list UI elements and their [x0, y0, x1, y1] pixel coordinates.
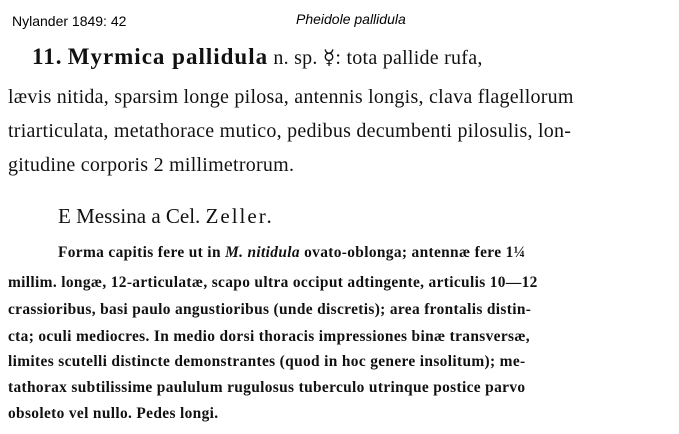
detail-line-1-b: ovato-oblonga; antennæ fere 1¼: [304, 244, 526, 261]
description-line-2: lævis nitida, sparsim longe pilosa, antennis longis, clava flagellorum: [8, 86, 574, 108]
description-line-4: gitudine corporis 2 millimetrorum.: [8, 154, 295, 176]
locality-prefix: E Messina a Cel.: [58, 204, 201, 228]
locality-line: [58, 204, 274, 229]
description-line-3: triarticulata, metathorace mutico, pedibus decumbenti pilosulis, lon-: [8, 120, 572, 142]
detail-line-5: limites scutelli distincte demonstrantes (quod in hoc genere insolitum); me-: [8, 353, 526, 370]
scanned-page: [0, 34, 679, 434]
collector-name: Zeller.: [205, 204, 274, 228]
detail-line-1: [58, 244, 526, 262]
species-name: Myrmica pallidula: [67, 44, 269, 69]
detail-line-7: obsoleto vel nullo. Pedes longi.: [8, 405, 219, 422]
description-line-1: [32, 44, 483, 70]
reference-species: M. nitidula: [225, 244, 300, 261]
detail-line-2: millim. longæ, 12-articulatæ, scapo ultra occiput adtingente, articulis 10—12: [8, 274, 538, 291]
description-line-1-rest: n. sp. ☿: tota pallide rufa,: [273, 47, 483, 69]
species-number: 11.: [32, 44, 63, 69]
taxon-label: Pheidole pallidula: [296, 11, 406, 27]
detail-line-6: tathorax subtilissime paululum rugulosus tuberculo utrinque postice parvo: [8, 379, 526, 396]
detail-line-4: cta; oculi mediocres. In medio dorsi thoracis impressiones binæ transversæ,: [8, 328, 531, 345]
detail-line-3: crassioribus, basi paulo angustioribus (unde discretis); area frontalis distin-: [8, 301, 532, 318]
citation-label: Nylander 1849: 42: [12, 13, 127, 29]
detail-line-1-a: Forma capitis fere ut in: [58, 244, 221, 261]
